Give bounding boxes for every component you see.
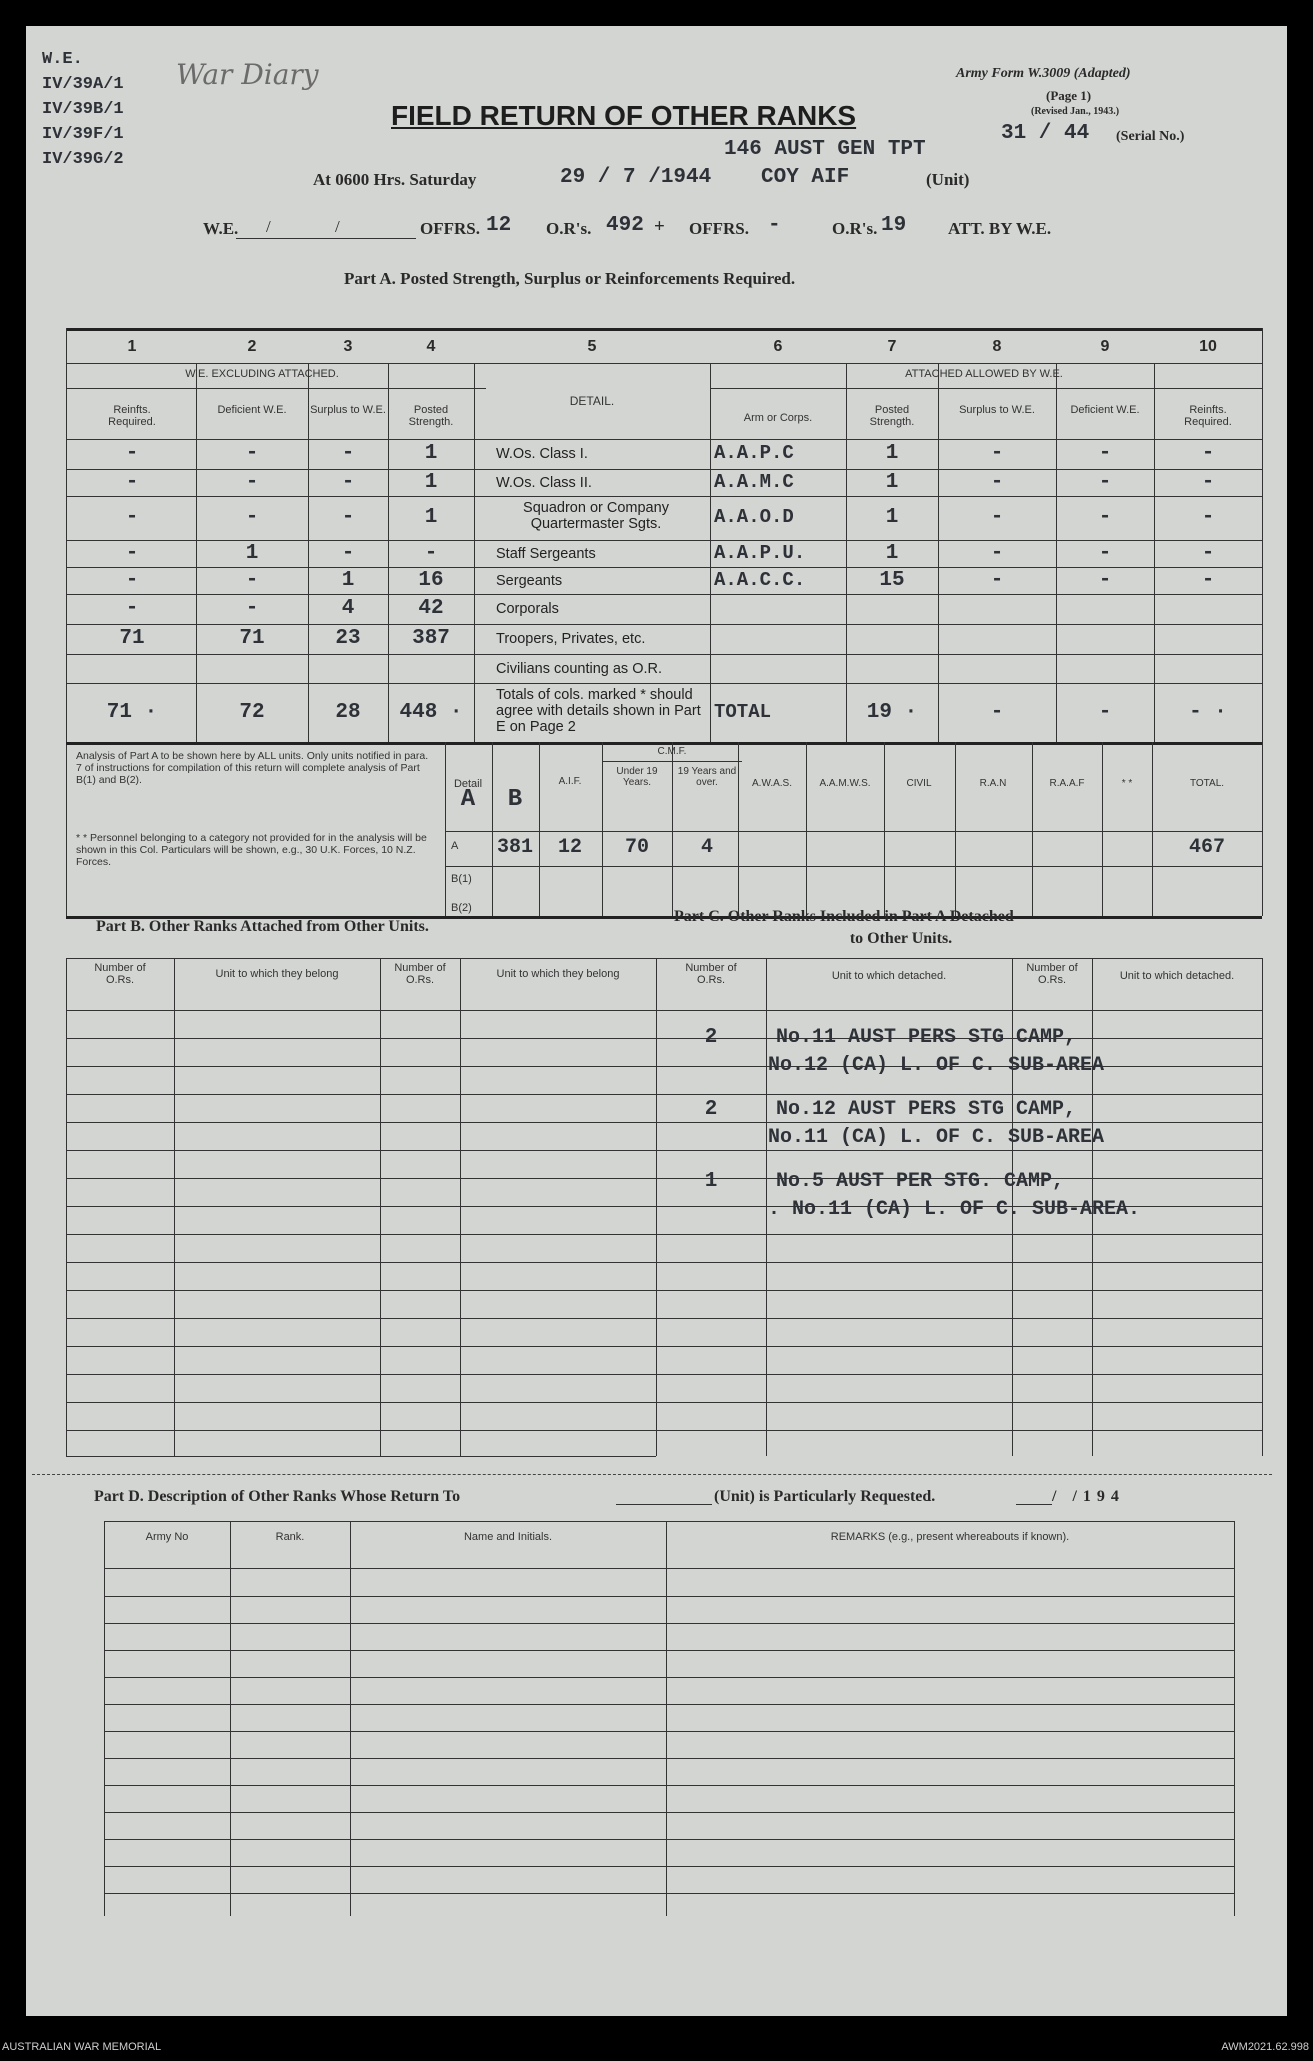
analysis-header: CIVIL bbox=[906, 778, 932, 789]
part-c-unit-line1: No.12 AUST PERS STG CAMP, bbox=[776, 1098, 1077, 1121]
form-sheet bbox=[26, 26, 1287, 2016]
offrs-label: OFFRS. bbox=[420, 219, 480, 238]
handwritten-note: War Diary bbox=[176, 58, 319, 91]
cell-value: 1 bbox=[424, 442, 438, 465]
surplus-value: - bbox=[990, 568, 1004, 592]
unit-label: (Unit) bbox=[926, 170, 970, 189]
revised-label: (Revised Jan., 1943.) bbox=[1031, 106, 1120, 117]
grid-hline bbox=[66, 1346, 1262, 1347]
grid-hline bbox=[66, 363, 1262, 364]
detail-label: Corporals bbox=[496, 601, 559, 617]
cell-value: 16 bbox=[418, 568, 444, 592]
grid-vline bbox=[884, 742, 885, 916]
grid-hline bbox=[66, 1010, 1262, 1011]
we-excluding-header: W.E. EXCLUDING ATTACHED. bbox=[185, 368, 339, 380]
grid-vline bbox=[388, 363, 389, 742]
arm-corps-value: A.A.P.U. bbox=[714, 541, 806, 564]
grid-hline bbox=[1016, 1504, 1052, 1505]
part-b-header: Unit to which they belong bbox=[215, 968, 339, 980]
grid-hline bbox=[66, 1234, 1262, 1235]
col-number: 8 bbox=[992, 338, 1002, 355]
detail-label: Troopers, Privates, etc. bbox=[496, 631, 646, 647]
analysis-row-label: A bbox=[451, 840, 459, 852]
grid-vline bbox=[492, 742, 493, 916]
grid-hline bbox=[104, 1568, 1234, 1569]
deficient-value: - bbox=[1098, 541, 1112, 565]
analysis-header: A.A.M.W.S. bbox=[819, 778, 871, 789]
we-code: W.E. bbox=[42, 50, 83, 69]
reinfts-value: - bbox=[1201, 470, 1215, 494]
analysis-aif-value: 381 bbox=[496, 836, 534, 859]
part-c-unit-line2: No.12 (CA) L. OF C. SUB-AREA bbox=[768, 1054, 1105, 1077]
offrs-value: 12 bbox=[486, 214, 512, 237]
analysis-header: * * bbox=[1121, 778, 1133, 789]
surplus-value: - bbox=[990, 700, 1004, 724]
grid-vline bbox=[1234, 1521, 1235, 1916]
cell-value: - bbox=[125, 470, 139, 494]
grid-vline bbox=[1102, 742, 1103, 916]
footer-credit: AUSTRALIAN WAR MEMORIAL bbox=[2, 2041, 162, 2053]
part-d-header: Name and Initials. bbox=[463, 1531, 553, 1543]
arm-corps-value: A.A.C.C. bbox=[714, 568, 806, 591]
cell-value: - bbox=[125, 597, 139, 620]
part-c-header: Number of O.Rs. bbox=[685, 962, 737, 986]
part-d-header: REMARKS (e.g., present whereabouts if known). bbox=[830, 1531, 1070, 1543]
part-d-title-b: (Unit) is Particularly Requested. bbox=[714, 1488, 936, 1505]
cell-value: 23 bbox=[335, 627, 361, 650]
part-a-title: Part A. Posted Strength, Surplus or Reinforcements Required. bbox=[344, 269, 796, 288]
surplus-value: - bbox=[990, 506, 1004, 529]
grid-hline bbox=[104, 1785, 1234, 1786]
grid-vline bbox=[445, 742, 446, 916]
detail-label: Staff Sergeants bbox=[496, 545, 596, 562]
cell-value: 71 bbox=[119, 627, 145, 650]
reinfts-value: - · bbox=[1189, 700, 1227, 724]
grid-hline bbox=[66, 1178, 1262, 1179]
we-label: W.E. bbox=[203, 219, 239, 238]
posted-strength-value: 19 · bbox=[866, 700, 918, 724]
grid-hline bbox=[66, 1150, 1262, 1151]
arm-corps-value: A.A.P.C bbox=[714, 442, 794, 464]
grid-vline bbox=[846, 363, 847, 742]
deficient-value: - bbox=[1098, 568, 1112, 592]
reinfts-value: - bbox=[1201, 442, 1215, 465]
col-number: 2 bbox=[247, 338, 257, 355]
analysis-header: A.I.F. bbox=[558, 776, 582, 787]
grid-vline bbox=[710, 363, 711, 742]
grid-vline bbox=[174, 958, 175, 1456]
cell-value: - bbox=[245, 470, 259, 494]
cell-value: - bbox=[245, 568, 259, 592]
analysis-header: R.A.A.F bbox=[1049, 778, 1085, 789]
surplus-value: - bbox=[990, 541, 1004, 565]
part-d-title-a: Part D. Description of Other Ranks Whose Return To bbox=[94, 1488, 461, 1505]
part-d-date: / /194 bbox=[1052, 1488, 1125, 1505]
part-b-header: Number of O.Rs. bbox=[94, 962, 146, 986]
grid-hline bbox=[66, 1122, 1262, 1123]
cell-value: 1 bbox=[341, 568, 355, 592]
part-c-unit-line2: . No.11 (CA) L. OF C. SUB-AREA. bbox=[768, 1198, 1141, 1221]
deficient-value: - bbox=[1098, 470, 1112, 494]
we-blanks: / / bbox=[266, 217, 370, 236]
part-c-number: 2 bbox=[704, 1026, 718, 1049]
attached-allowed-header: ATTACHED ALLOWED BY W.E. bbox=[905, 368, 1063, 380]
part-c-unit-line2: No.11 (CA) L. OF C. SUB-AREA bbox=[768, 1126, 1105, 1149]
grid-vline bbox=[666, 1521, 667, 1916]
part-c-unit-line1: No.5 AUST PER STG. CAMP, bbox=[776, 1170, 1065, 1193]
column-header: Reinfts. Required. bbox=[108, 404, 156, 428]
cell-value: - bbox=[245, 442, 259, 465]
analysis-aif-value: 12 bbox=[557, 836, 583, 859]
grid-vline bbox=[350, 1521, 351, 1916]
grid-vline bbox=[380, 958, 381, 1456]
posted-strength-value: 1 bbox=[885, 470, 899, 494]
grid-hline bbox=[602, 761, 742, 762]
offrs2-value: - bbox=[768, 214, 781, 237]
grid-vline bbox=[474, 363, 475, 742]
surplus-value: - bbox=[990, 470, 1004, 494]
arm-corps-value: A.A.O.D bbox=[714, 506, 794, 528]
we-code: IV/39G/2 bbox=[42, 150, 124, 169]
grid-hline bbox=[66, 1318, 1262, 1319]
at-time-label: At 0600 Hrs. Saturday bbox=[313, 170, 477, 189]
cell-value: 42 bbox=[418, 597, 444, 620]
army-form-label: Army Form W.3009 (Adapted) bbox=[956, 66, 1131, 81]
serial-label: (Serial No.) bbox=[1116, 129, 1185, 144]
analysis-note: Analysis of Part A to be shown here by ALL units. Only units notified in para. 7 of instructions for compilation of this return will complete analysis of Part B(1) and B(2). bbox=[76, 750, 429, 786]
column-header: Deficient W.E. bbox=[217, 404, 287, 416]
cell-value: - bbox=[125, 541, 139, 565]
column-header: Arm or Corps. bbox=[743, 412, 813, 424]
we-code: IV/39B/1 bbox=[42, 100, 124, 119]
cell-value: - bbox=[341, 470, 355, 494]
grid-vline bbox=[766, 958, 767, 1456]
grid-vline bbox=[955, 742, 956, 916]
grid-vline bbox=[1262, 958, 1263, 1456]
analysis-row-label: B(2) bbox=[451, 902, 472, 914]
section-divider bbox=[32, 1474, 1272, 1475]
grid-hline bbox=[104, 1866, 1234, 1867]
we-code: IV/39F/1 bbox=[42, 125, 124, 144]
detail-label: W.Os. Class II. bbox=[496, 474, 592, 491]
part-c-title-line1: Part C. Other Ranks Included in Part A Detached bbox=[674, 908, 1014, 925]
col-number: 3 bbox=[343, 338, 353, 355]
col-number: 5 bbox=[587, 338, 597, 355]
page-label: (Page 1) bbox=[1046, 88, 1092, 103]
grid-vline bbox=[656, 958, 657, 1456]
arm-corps-value: TOTAL bbox=[714, 700, 772, 723]
arm-corps-value: A.A.M.C bbox=[714, 470, 794, 493]
analysis-header: Under 19 Years. bbox=[616, 766, 658, 788]
grid-hline bbox=[104, 1596, 1234, 1597]
grid-vline bbox=[308, 363, 309, 742]
col-number: 6 bbox=[773, 338, 783, 355]
grid-hline bbox=[66, 594, 1262, 595]
grid-vline bbox=[806, 742, 807, 916]
col-number: 4 bbox=[426, 338, 436, 355]
part-c-header: Unit to which detached. bbox=[831, 970, 947, 982]
serial-value: 31 / 44 bbox=[1001, 122, 1090, 145]
analysis-header: TOTAL. bbox=[1189, 778, 1225, 789]
col-number: 10 bbox=[1199, 338, 1217, 355]
grid-hline bbox=[66, 388, 486, 389]
deficient-value: - bbox=[1098, 442, 1112, 465]
grid-vline bbox=[539, 742, 540, 916]
grid-hline bbox=[104, 1812, 1234, 1813]
grid-hline bbox=[104, 1839, 1234, 1840]
col-number: 9 bbox=[1100, 338, 1110, 355]
cell-value: 387 bbox=[412, 627, 450, 650]
deficient-value: - bbox=[1098, 506, 1112, 529]
analysis-header: Detail bbox=[453, 778, 483, 790]
grid-hline bbox=[66, 439, 1262, 440]
cell-value: - bbox=[125, 442, 139, 465]
part-c-number: 1 bbox=[704, 1170, 718, 1193]
cell-value: 1 bbox=[424, 506, 438, 529]
cell-value: - bbox=[341, 442, 355, 465]
grid-vline bbox=[1056, 363, 1057, 742]
form-title: FIELD RETURN OF OTHER RANKS bbox=[391, 100, 857, 131]
posted-strength-value: 15 bbox=[879, 568, 905, 592]
part-c-title-line2: to Other Units. bbox=[849, 930, 953, 947]
column-header: Posted Strength. bbox=[869, 404, 915, 428]
part-c-header: Unit to which detached. bbox=[1119, 970, 1235, 982]
part-b-header: Number of O.Rs. bbox=[394, 962, 446, 986]
grid-vline bbox=[230, 1521, 231, 1916]
grid-hline bbox=[66, 1402, 1262, 1403]
ors-label: O.R's. bbox=[546, 219, 592, 238]
ors-value: 492 bbox=[606, 214, 644, 237]
grid-vline bbox=[104, 1521, 105, 1916]
grid-vline bbox=[66, 328, 67, 916]
footer-reference: AWM2021.62.998 bbox=[1221, 2041, 1309, 2053]
we-code: IV/39A/1 bbox=[42, 75, 124, 94]
cell-value: 72 bbox=[239, 700, 265, 724]
column-header: Posted Strength. bbox=[408, 404, 454, 428]
surplus-value: - bbox=[990, 442, 1004, 465]
cell-value: 4 bbox=[341, 597, 355, 620]
offrs2-label: OFFRS. bbox=[689, 219, 749, 238]
column-header: Deficient W.E. bbox=[1070, 404, 1140, 416]
deficient-value: - bbox=[1098, 700, 1112, 724]
analysis-row-label: B(1) bbox=[451, 873, 472, 885]
detail-label: Totals of cols. marked * should agree with details shown in Part E on Page 2 bbox=[496, 687, 701, 735]
analysis-col-b: B bbox=[507, 786, 523, 813]
grid-hline bbox=[104, 1650, 1234, 1651]
cell-value: - bbox=[424, 541, 438, 565]
grid-hline bbox=[445, 831, 1262, 832]
reinfts-value: - bbox=[1201, 506, 1215, 529]
grid-hline bbox=[104, 1623, 1234, 1624]
grid-hline bbox=[66, 1430, 1262, 1431]
grid-hline bbox=[104, 1677, 1234, 1678]
part-c-number: 2 bbox=[704, 1098, 718, 1121]
grid-vline bbox=[460, 958, 461, 1456]
col-number: 1 bbox=[127, 338, 137, 355]
grid-vline bbox=[1152, 742, 1153, 916]
grid-hline bbox=[66, 1094, 1262, 1095]
grid-vline bbox=[602, 742, 603, 916]
grid-hline bbox=[104, 1521, 1234, 1522]
part-b-header: Unit to which they belong bbox=[496, 968, 620, 980]
cell-value: - bbox=[341, 506, 355, 529]
grid-hline bbox=[445, 866, 1262, 867]
detail-label: Civilians counting as O.R. bbox=[496, 660, 663, 677]
part-c-header: Number of O.Rs. bbox=[1026, 962, 1078, 986]
grid-hline bbox=[104, 1758, 1234, 1759]
cell-value: - bbox=[245, 597, 259, 620]
grid-vline bbox=[1032, 742, 1033, 916]
cell-value: - bbox=[125, 506, 139, 529]
unit-line1: 146 AUST GEN TPT bbox=[724, 138, 926, 161]
analysis-header: R.A.N bbox=[979, 778, 1007, 789]
cell-value: 28 bbox=[335, 700, 361, 724]
date-value: 29 / 7 /1944 bbox=[560, 166, 712, 189]
att-label: ATT. BY W.E. bbox=[948, 219, 1052, 238]
grid-hline bbox=[66, 496, 1262, 497]
analysis-under19-value: 70 bbox=[624, 836, 650, 859]
grid-hline bbox=[104, 1731, 1234, 1732]
column-header: Surplus to W.E. bbox=[959, 404, 1035, 416]
grid-hline bbox=[66, 624, 1262, 625]
analysis-header: C.M.F. bbox=[657, 746, 687, 757]
ors2-value: 19 bbox=[881, 214, 907, 237]
grid-hline bbox=[66, 1456, 656, 1457]
grid-hline bbox=[66, 958, 1262, 959]
grid-vline bbox=[672, 742, 673, 916]
posted-strength-value: 1 bbox=[885, 506, 899, 529]
grid-hline bbox=[66, 742, 1262, 745]
grid-hline bbox=[616, 1504, 712, 1505]
analysis-header: A.W.A.S. bbox=[751, 778, 793, 789]
personnel-note: * * Personnel belonging to a category not provided for in the analysis will be shown in this Col. Particulars will be shown, e.g., 30 U.K. Forces, 10 N.Z. Forces. bbox=[76, 832, 427, 868]
cell-value: 71 bbox=[239, 627, 265, 650]
analysis-over19-value: 4 bbox=[700, 836, 714, 859]
grid-vline bbox=[738, 742, 739, 916]
column-header: Surplus to W.E. bbox=[310, 404, 386, 416]
grid-hline bbox=[104, 1893, 1234, 1894]
analysis-col-a: A bbox=[460, 786, 476, 813]
part-c-unit-line1: No.11 AUST PERS STG CAMP, bbox=[776, 1026, 1077, 1049]
grid-hline bbox=[66, 1038, 1262, 1039]
posted-strength-value: 1 bbox=[885, 442, 899, 465]
cell-value: 71 · bbox=[106, 700, 158, 724]
detail-header: DETAIL. bbox=[569, 394, 615, 408]
cell-value: - bbox=[125, 568, 139, 592]
reinfts-value: - bbox=[1201, 541, 1215, 565]
analysis-total-value: 467 bbox=[1188, 836, 1226, 859]
unit-line2: COY AIF bbox=[761, 166, 850, 189]
col-number: 7 bbox=[887, 338, 897, 355]
grid-hline bbox=[710, 388, 1262, 389]
posted-strength-value: 1 bbox=[885, 541, 899, 565]
grid-vline bbox=[1262, 742, 1263, 916]
reinfts-value: - bbox=[1201, 568, 1215, 592]
analysis-header: 19 Years and over. bbox=[677, 766, 737, 788]
cell-value: - bbox=[341, 541, 355, 565]
part-b-title: Part B. Other Ranks Attached from Other Units. bbox=[96, 918, 429, 935]
cell-value: 448 · bbox=[399, 700, 463, 724]
ors2-label: O.R's. bbox=[832, 219, 878, 238]
detail-label: Sergeants bbox=[496, 572, 563, 589]
cell-value: 1 bbox=[424, 470, 438, 494]
grid-hline bbox=[66, 1262, 1262, 1263]
grid-vline bbox=[196, 363, 197, 742]
part-d-header: Rank. bbox=[275, 1531, 305, 1543]
detail-label: W.Os. Class I. bbox=[496, 446, 588, 462]
grid-hline bbox=[66, 328, 1262, 331]
part-d-header: Army No bbox=[145, 1531, 189, 1543]
grid-hline bbox=[66, 1374, 1262, 1375]
plus-sign: + bbox=[654, 216, 665, 237]
grid-vline bbox=[66, 958, 67, 1456]
grid-vline bbox=[938, 363, 939, 742]
grid-hline bbox=[66, 1290, 1262, 1291]
grid-hline bbox=[104, 1704, 1234, 1705]
cell-value: 1 bbox=[245, 541, 259, 565]
grid-hline bbox=[66, 683, 1262, 684]
grid-vline bbox=[1154, 363, 1155, 742]
grid-hline bbox=[66, 654, 1262, 655]
detail-label: Squadron or Company Quartermaster Sgts. bbox=[523, 500, 669, 532]
column-header: Reinfts. Required. bbox=[1184, 404, 1232, 428]
cell-value: - bbox=[245, 506, 259, 529]
